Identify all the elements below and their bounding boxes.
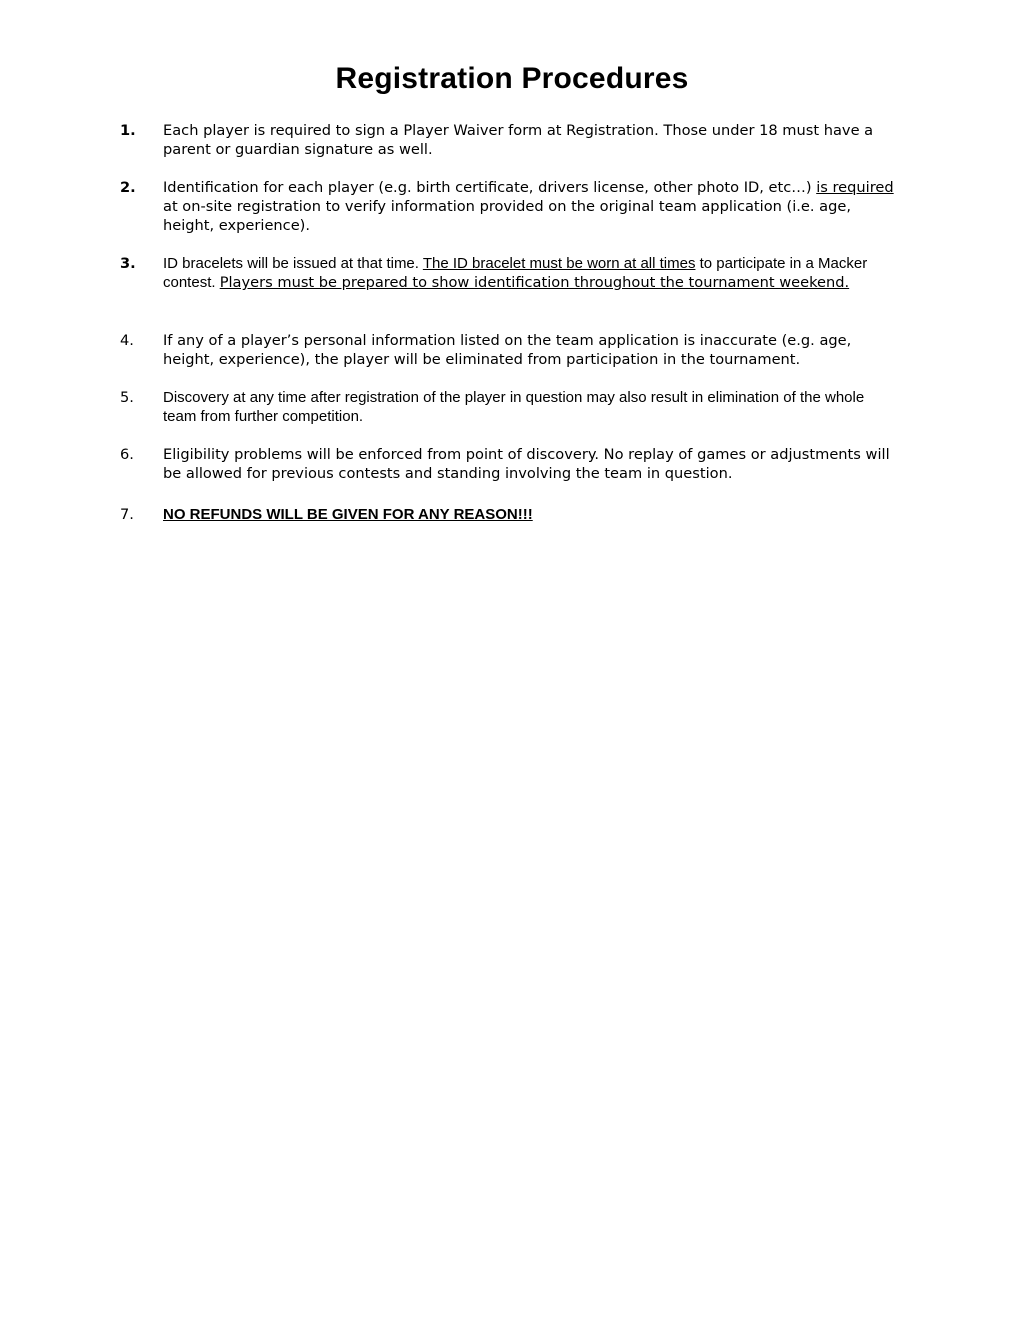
item-text xyxy=(163,178,900,235)
item-text: Each player is required to sign a Player Waiver form at Registration. Those under 18 must have a parent or guardian signature as well. xyxy=(163,122,874,158)
item-text-part: Identification for each player (e.g. birth certificate, drivers license, other photo ID, etc…) xyxy=(163,179,817,196)
item-text xyxy=(163,254,900,292)
underlined-text: Players must be prepared to show identification throughout the tournament weekend. xyxy=(219,274,850,291)
item-number: 2. xyxy=(120,179,136,196)
no-refunds-notice: NO REFUNDS WILL BE GIVEN FOR ANY REASON!!! xyxy=(163,506,533,523)
item-text: Discovery at any time after registration of the player in question may also result in elimination of the whole team from further competition. xyxy=(163,389,865,425)
item-number: 5. xyxy=(120,389,134,406)
item-number: 4. xyxy=(120,332,134,349)
item-number: 1. xyxy=(120,122,136,139)
item-number: 3. xyxy=(120,255,136,272)
item-text-part: to participate in a Macker contest. xyxy=(163,255,868,291)
item-text: Eligibility problems will be enforced from point of discovery. No replay of games or adjustments will be allowed for previous contests and standing involving the team in question. xyxy=(163,446,890,482)
item-text-part: at on-site registration to verify information provided on the original team application (i.e. age, height, experience). xyxy=(163,198,851,234)
item-number: 6. xyxy=(120,446,134,463)
item-text-part: ID bracelets will be issued at that time. xyxy=(163,255,423,272)
underlined-text: The ID bracelet must be worn at all times xyxy=(422,255,696,272)
page-title: Registration Procedures xyxy=(335,62,689,95)
underlined-text: is required xyxy=(816,179,894,196)
item-text: If any of a player’s personal information listed on the team application is inaccurate (e.g. age, height, experience), the player will be eliminated from participation in the tournament. xyxy=(163,332,852,368)
item-number: 7. xyxy=(120,506,134,523)
